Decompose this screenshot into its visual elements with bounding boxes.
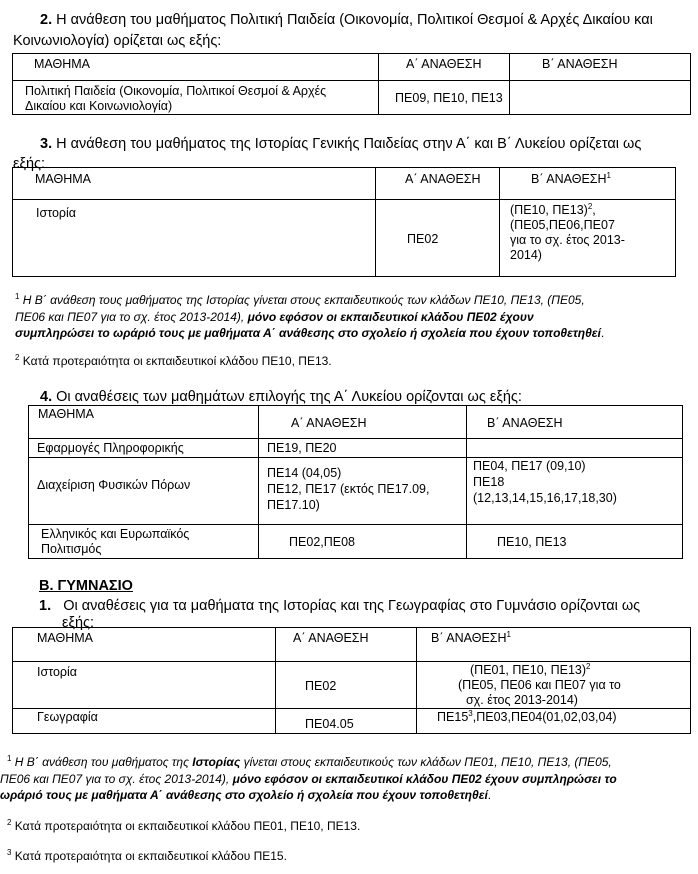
table-header-a: Α΄ ΑΝΑΘΕΣΗ <box>379 54 510 81</box>
table-header-subject: ΜΑΘΗΜΑ <box>13 628 276 662</box>
footnote-3-gymnasio: $^3$ Κατά προτεραιότητα οι εκπαιδευτικοί κλάδου ΠΕ15. <box>7 848 287 863</box>
section-2-heading-line1: 2. Η ανάθεση του μαθήματος Πολιτική Παιδεία (Οικονομία, Πολιτικοί Θεσμοί & Αρχές Δικαίου και <box>40 12 653 28</box>
table-cell-a: ΠΕ19, ΠΕ20 <box>259 439 467 458</box>
table-cell-a: ΠΕ14 (04,05) ΠΕ12, ΠΕ17 (εκτός ΠΕ17.09, ΠΕ17.10) <box>259 458 467 525</box>
gymnasio-section-1-heading-line1: 1. Οι αναθέσεις για τα μαθήματα της Ιστορίας και της Γεωγραφίας στο Γυμνάσιο ορίζονται ως <box>39 598 641 614</box>
table-cell-subject: Ελληνικός και Ευρωπαϊκός Πολιτισμός <box>29 525 259 559</box>
table-header-a: Α΄ ΑΝΑΘΕΣΗ <box>259 406 467 439</box>
table-header-b: Β΄ ΑΝΑΘΕΣΗ$^1$ <box>500 168 676 200</box>
table-cell-subject: Γεωγραφία <box>13 709 276 734</box>
table-epilogis-lykeiou <box>28 405 683 559</box>
section-3-heading-line2: εξής: <box>13 156 46 172</box>
table-header-subject: ΜΑΘΗΜΑ <box>29 406 259 439</box>
gymnasio-heading: Β. ΓΥΜΝΑΣΙΟ <box>39 578 133 594</box>
section-4-heading: 4. Οι αναθέσεις των μαθημάτων επιλογής της Α΄ Λυκείου ορίζονται ως εξής: <box>40 389 522 405</box>
table-cell-b: (ΠΕ01, ΠΕ10, ΠΕ13)$^2$ (ΠΕ05, ΠΕ06 και ΠΕ07 για το σχ. έτος 2013-2014) <box>417 662 691 709</box>
table-header-b: Β΄ ΑΝΑΘΕΣΗ$^1$ <box>417 628 691 662</box>
footnote-1-gymnasio: $^1$ Η Β΄ ανάθεση του μαθήματος της Ιστορίας γίνεται στους εκπαιδευτικούς των κλάδων ΠΕ01, ΠΕ10, ΠΕ13, (ΠΕ05, ΠΕ06 και ΠΕ07 για το σχ. έτος 2013-2014), μόνο εφόσον οι εκπαιδευτικοί κλάδου ΠΕ02 έχουν συμπληρώσει το ωράριό τους με μαθήματα Α΄ ανάθεσης στο σχολείο ή σχολεία που έχουν τοποθετηθεί. <box>0 754 617 802</box>
table-header-subject: ΜΑΘΗΜΑ <box>13 54 379 81</box>
table-cell-a: ΠΕ02 <box>376 200 500 277</box>
table-cell-b <box>467 439 683 458</box>
table-header-b: Β΄ ΑΝΑΘΕΣΗ <box>510 54 691 81</box>
table-cell-a: ΠΕ02,ΠΕ08 <box>259 525 467 559</box>
table-istoria-lykeiou <box>12 167 676 277</box>
table-cell-b <box>510 81 691 115</box>
table-cell-subject: Διαχείριση Φυσικών Πόρων <box>29 458 259 525</box>
footnote-2-gymnasio: $^2$ Κατά προτεραιότητα οι εκπαιδευτικοί κλάδου ΠΕ01, ΠΕ10, ΠΕ13. <box>7 818 361 833</box>
gymnasio-section-1-heading-line2: εξής: <box>62 615 95 631</box>
footnote-1-lykeio: $^1$ Η Β΄ ανάθεση τους μαθήματος της Ιστορίας γίνεται στους εκπαιδευτικούς των κλάδων ΠΕ10, ΠΕ13, (ΠΕ05, ΠΕ06 και ΠΕ07 για το σχ. έτος 2013-2014), μόνο εφόσον οι εκπαιδευτικοί κλάδου ΠΕ02 έχουν συμπληρώσει το ωράριό τους με μαθήματα Α΄ ανάθεσης στο σχολείο ή σχολεία που έχουν τοποθετηθεί. <box>15 292 605 340</box>
table-politiki-paideia <box>12 53 691 115</box>
table-cell-a: ΠΕ04.05 <box>276 709 417 734</box>
table-cell-b: $\Pi E15^3,\Pi E03,\Pi E04(01,02,03,04)$ <box>417 709 691 734</box>
table-header-a: Α΄ ΑΝΑΘΕΣΗ <box>376 168 500 200</box>
table-gymnasio <box>12 627 691 734</box>
table-cell-subject: Ιστορία <box>13 662 276 709</box>
section-2-heading-line2: Κοινωνιολογία) ορίζεται ως εξής: <box>13 33 222 49</box>
table-cell-a: ΠΕ02 <box>276 662 417 709</box>
footnote-2-lykeio: $^2$ Κατά προτεραιότητα οι εκπαιδευτικοί κλάδου ΠΕ10, ΠΕ13. <box>15 353 332 368</box>
table-header-a: Α΄ ΑΝΑΘΕΣΗ <box>276 628 417 662</box>
table-header-b: Β΄ ΑΝΑΘΕΣΗ <box>467 406 683 439</box>
section-3-heading-line1: 3. Η ανάθεση του μαθήματος της Ιστορίας Γενικής Παιδείας στην Α΄ και Β΄ Λυκείου ορίζεται ως <box>40 136 642 152</box>
table-header-subject: ΜΑΘΗΜΑ <box>13 168 376 200</box>
table-cell-b: (ΠΕ10, ΠΕ13)$^2$, (ΠΕ05,ΠΕ06,ΠΕ07 για το σχ. έτος 2013- 2014) <box>500 200 676 277</box>
table-cell-subject: Εφαρμογές Πληροφορικής <box>29 439 259 458</box>
table-cell-subject: Ιστορία <box>13 200 376 277</box>
table-cell-subject: Πολιτική Παιδεία (Οικονομία, Πολιτικοί Θεσμοί & Αρχές Δικαίου και Κοινωνιολογία) <box>13 81 379 115</box>
table-cell-b: ΠΕ04, ΠΕ17 (09,10) ΠΕ18 (12,13,14,15,16,17,18,30) <box>467 458 683 525</box>
table-cell-a: ΠΕ09, ΠΕ10, ΠΕ13 <box>379 81 510 115</box>
table-cell-b: ΠΕ10, ΠΕ13 <box>467 525 683 559</box>
